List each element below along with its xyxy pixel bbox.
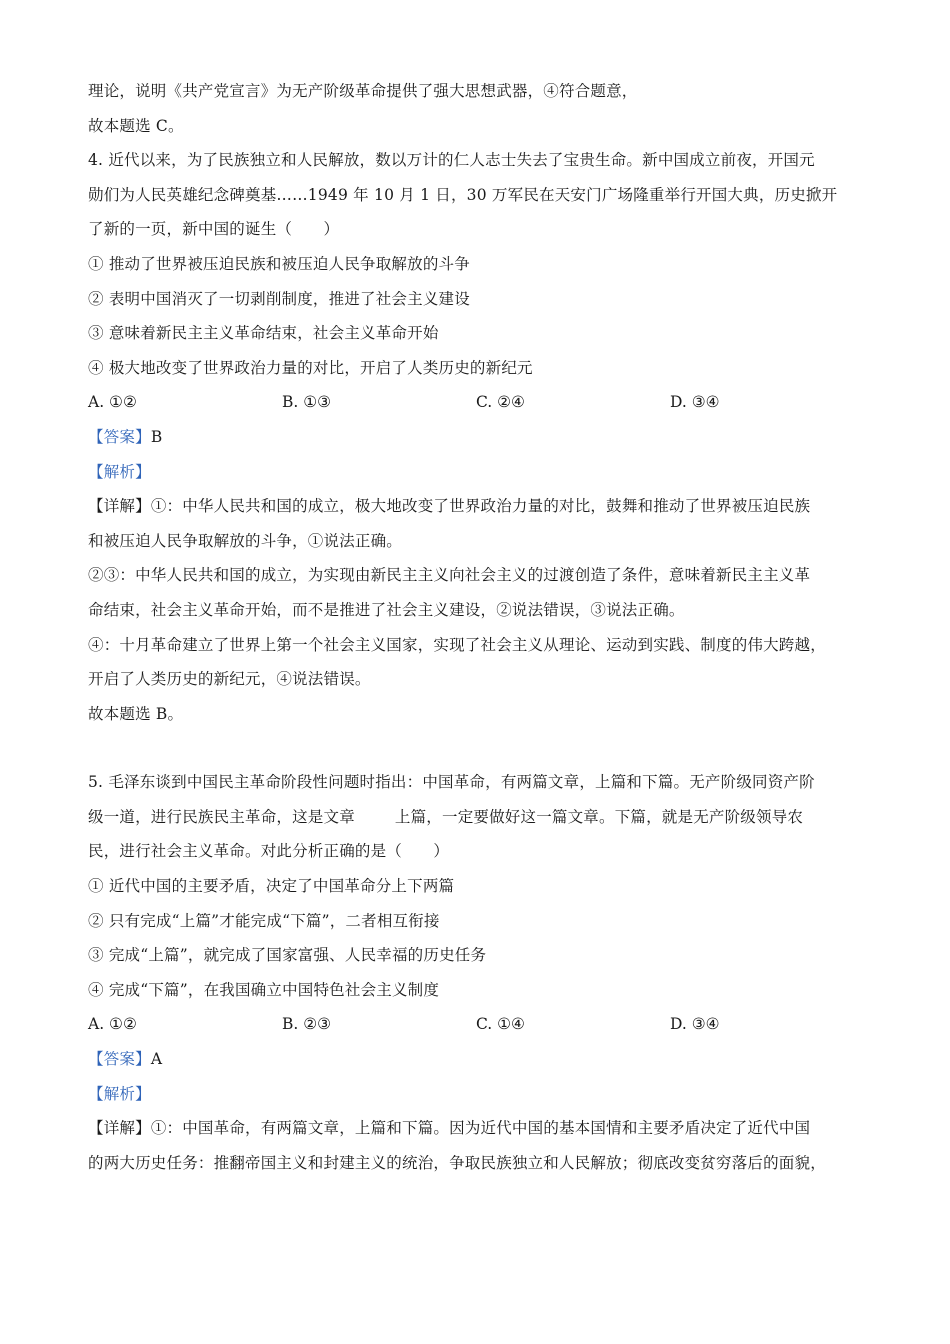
q5-stem-line-3: 民，进行社会主义革命。对此分析正确的是（ ） (88, 842, 450, 861)
q4-stem-line-1: 4. 近代以来，为了民族独立和人民解放，数以万计的仁人志士失去了宝贵生命。新中国成立前夜，开国元 (88, 151, 815, 170)
q4-option-c: C. ②④ (476, 393, 525, 412)
q5-item-3: ③ 完成“上篇”，就完成了国家富强、人民幸福的历史任务 (88, 946, 487, 965)
q4-option-b: B. ①③ (282, 393, 332, 412)
q4-item-1: ① 推动了世界被压迫民族和被压迫人民争取解放的斗争 (88, 254, 470, 273)
q4-analysis-label: 【解析】 (88, 462, 151, 481)
question-5 (88, 765, 878, 1180)
q4-item-2: ② 表明中国消灭了一切剥削制度，推进了社会主义建设 (88, 289, 470, 308)
q4-detail-line-3: ②③：中华人民共和国的成立，为实现由新民主主义向社会主义的过渡创造了条件，意味着新民主主义革 (88, 566, 811, 585)
q5-item-4: ④ 完成“下篇”，在我国确立中国特色社会主义制度 (88, 980, 440, 999)
q4-answer (88, 420, 878, 455)
q5-option-b: B. ②③ (282, 1015, 332, 1034)
q5-option-a: A. ①② (88, 1015, 137, 1034)
document-page (88, 74, 878, 1180)
q5-stem-line-1: 5. 毛泽东谈到中国民主革命阶段性问题时指出：中国革命，有两篇文章，上篇和下篇。无产阶级同资产阶 (88, 773, 815, 792)
q4-option-d: D. ③④ (670, 393, 720, 412)
q5-option-c: C. ①④ (476, 1015, 525, 1034)
q4-detail-line-4: 命结束，社会主义革命开始，而不是推进了社会主义建设，②说法错误，③说法正确。 (88, 600, 685, 619)
prev-explanation-line: 理论，说明《共产党宣言》为无产阶级革命提供了强大思想武器，④符合题意， (88, 82, 638, 100)
q4-detail-line-2: 和被压迫人民争取解放的斗争，①说法正确。 (88, 531, 403, 550)
q4-answer-label: 【答案】 (88, 427, 151, 446)
q5-analysis-label: 【解析】 (88, 1084, 151, 1103)
q4-detail-label: 【详解】 (88, 497, 151, 516)
q4-item-4: ④ 极大地改变了世界政治力量的对比，开启了人类历史的新纪元 (88, 358, 533, 377)
q5-item-2: ② 只有完成“上篇”才能完成“下篇”，二者相互衔接 (88, 911, 440, 930)
q4-detail-line-6: 开启了人类历史的新纪元，④说法错误。 (88, 670, 371, 689)
q5-stem-line-2: 级一道，进行民族民主革命，这是文章 上篇，一定要做好这一篇文章。下篇，就是无产阶级领导农 (88, 807, 804, 826)
q5-detail-line-2: 的两大历史任务：推翻帝国主义和封建主义的统治，争取民族独立和人民解放；彻底改变贫穷落后的面貌， (88, 1153, 826, 1172)
q5-item-1: ① 近代中国的主要矛盾，决定了中国革命分上下两篇 (88, 877, 455, 896)
question-4 (88, 143, 878, 731)
q4-answer-value: B (150, 427, 163, 446)
q4-conclusion: 故本题选 B。 (88, 704, 184, 723)
q4-stem-line-3: 了新的一页，新中国的诞生（ ） (88, 220, 340, 239)
q5-answer-label: 【答案】 (88, 1050, 151, 1069)
q4-stem-line-2: 勋们为人民英雄纪念碑奠基……1949 年 10 月 1 日，30 万军民在天安门广场隆重举行开国大典，历史掀开 (88, 185, 838, 204)
q5-detail-line-1: 【详解】①：中国革命，有两篇文章，上篇和下篇。因为近代中国的基本国情和主要矛盾决定了近代中国 (88, 1119, 811, 1138)
section-gap (88, 731, 878, 765)
prev-conclusion: 故本题选 C。 (88, 116, 184, 135)
q5-answer (88, 1042, 878, 1077)
q5-detail-label: 【详解】 (88, 1119, 151, 1138)
q4-item-3: ③ 意味着新民主主义革命结束，社会主义革命开始 (88, 324, 439, 343)
q4-option-a: A. ①② (88, 393, 137, 412)
q5-answer-value: A (150, 1050, 163, 1069)
q4-options (88, 385, 878, 420)
q5-options (88, 1007, 878, 1042)
q4-detail-line-1: 【详解】①：中华人民共和国的成立，极大地改变了世界政治力量的对比，鼓舞和推动了世界被压迫民族 (88, 497, 811, 516)
q5-option-d: D. ③④ (670, 1015, 720, 1034)
q4-detail-line-5: ④：十月革命建立了世界上第一个社会主义国家，实现了社会主义从理论、运动到实践、制度的伟大跨越， (88, 635, 826, 654)
